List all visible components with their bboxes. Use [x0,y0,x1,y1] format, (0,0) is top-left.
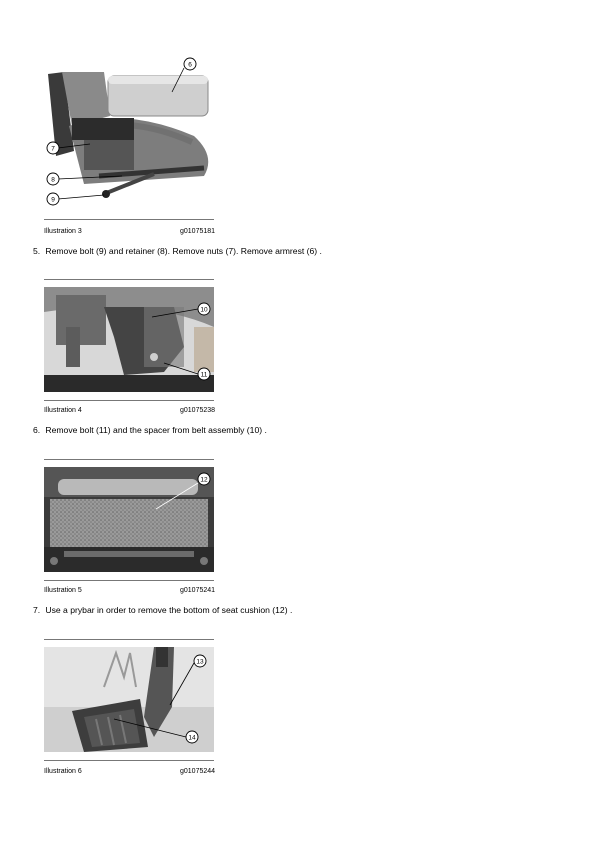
figure-rule [44,760,214,761]
step-text: Remove bolt (9) and retainer (8). Remove nuts (7). Remove armrest (6) . [45,246,322,256]
graphic-id: g01075241 [180,587,216,594]
callout-9: 9 [51,196,55,204]
step-text: Remove bolt (11) and the spacer from belt assembly (10) . [45,425,267,435]
step-7 [33,605,292,615]
illustration-4-photo [44,287,214,392]
figure-rule [44,459,214,460]
step-number: 7. [33,605,41,615]
figure-rule [44,400,214,401]
figure-rule [44,580,214,581]
step-number: 6. [33,425,41,435]
illustration-6 [44,639,214,761]
step-number: 5. [33,246,41,256]
illustration-5-photo [44,467,214,572]
step-5 [33,246,322,256]
figure-label: Illustration 6 [44,768,82,775]
callout-12: 12 [200,476,208,484]
illustration-6-photo [44,647,214,752]
callout-13: 13 [196,658,204,666]
callout-10: 10 [200,306,208,314]
figure-label: Illustration 4 [44,407,82,414]
figure-rule [44,639,214,640]
figure-rule [44,279,214,280]
figure-rule [44,219,214,220]
callout-8: 8 [51,176,55,184]
illustration-4 [44,279,214,401]
graphic-id: g01075238 [180,407,216,414]
step-text: Use a prybar in order to remove the bottom of seat cushion (12) . [45,605,293,615]
graphic-id: g01075244 [180,768,216,775]
figure-label: Illustration 3 [44,228,82,235]
callout-6: 6 [188,61,192,69]
callout-11: 11 [200,371,208,379]
figure-label: Illustration 5 [44,587,82,594]
graphic-id: g01075181 [180,228,216,235]
step-6 [33,425,267,435]
callout-7: 7 [51,145,55,153]
callout-14: 14 [188,734,196,742]
illustration-3 [44,56,214,221]
illustration-3-photo [44,56,214,211]
illustration-5 [44,459,214,581]
